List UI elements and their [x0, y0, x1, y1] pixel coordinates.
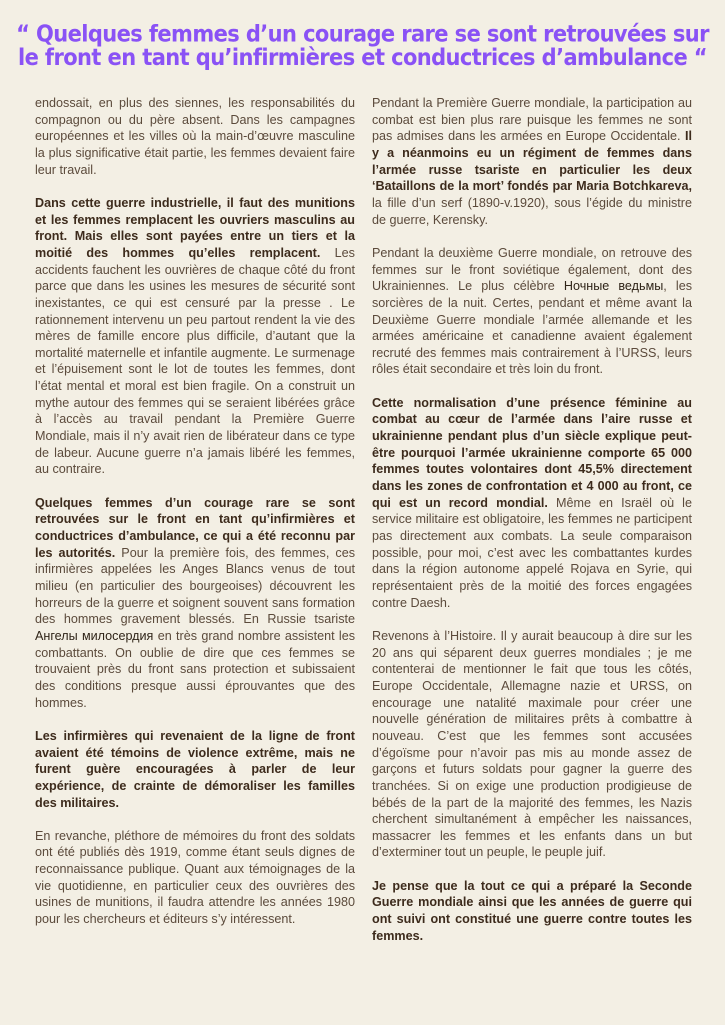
paragraph-text: Pendant la Première Guerre mondiale, la participation au combat est bien plus rare puisque les femmes ne sont pas admises dans les armées en Europe Occidentale.: [372, 96, 692, 144]
bold-emphasis: Les infirmières qui revenaient de la ligne de front avaient été témoins de violence extrême, mais ne furent guère encouragées à parler de leur expérience, de crainte de démoraliser les familles des militaires.: [35, 728, 355, 810]
paragraph-text: , les sorcières de la nuit. Certes, pendant et même avant la Deuxième Guerre mondiale l’armée allemande et les armées américaine et canadienne avaient également recruté des femmes mais contrairement à l’URSS, leurs rôles était secondaire et très loin du front.: [372, 279, 692, 377]
paragraph-text: Pour la première fois, des femmes, ces infirmières appelées les Anges Blancs venus de tout milieu (en particulier des bourgeoises) découvrent les horreurs de la guerre et soignent souvent sans formation des hommes gravement blessés. En Russie tsariste: [35, 545, 355, 627]
bold-emphasis: Il y a néanmoins eu un régiment de femmes dans l’armée russe tsariste en particulier les deux ‘Bataillons de la mort’ fondés par Maria Botchkareva,: [372, 129, 692, 194]
pull-quote-title: [0, 22, 725, 70]
paragraph-text: en très grand nombre assistent les combattants. On oublie de dire que ces femmes se trouvaient près du front sans protection et subissaient des conditions presque aussi éprouvantes que des hommes.: [35, 628, 355, 710]
paragraph-text: endossait, en plus des siennes, les responsabilités du compagnon ou du père absent. Dans les campagnes européennes et les villes où la main-d’œuvre masculine la plus significative était partie, les femmes devaient faire leur travail.: [35, 96, 355, 177]
bold-emphasis: Cette normalisation d’une présence féminine au combat au cœur de l’armée dans l’aire russe et ukrainienne pendant plus d’un siècle explique peut-être pourquoi l’armée ukrainienne comporte 65 000 femmes toutes volontaires dont 45,5% directement dans les zones de confrontation et 4 000 au front, ce qui est un record mondial.: [372, 395, 692, 510]
left-column: [35, 95, 355, 944]
bold-emphasis: Je pense que la tout ce qui a préparé la Seconde Guerre mondiale ainsi que les années de guerre qui ont suivi ont constitué une guerre contre toutes les femmes.: [372, 878, 692, 943]
paragraph-left-5: [35, 828, 355, 928]
bold-emphasis: Quelques femmes d’un courage rare se sont retrouvées sur le front en tant qu’infirmières et conductrices d’ambulance, ce qui a été reconnu par les autorités.: [35, 495, 355, 560]
paragraph-left-1: [35, 95, 355, 178]
paragraph-right-4: [372, 628, 692, 861]
bold-emphasis: Dans cette guerre industrielle, il faut des munitions et les femmes remplacent les ouvriers masculins au front. Mais elles sont payées entre un tiers et la moitié des hommes qu’elles remplacent.: [35, 195, 355, 260]
paragraph-right-2: [372, 245, 692, 378]
title-line-1: “ Quelques femmes d’un courage rare se sont retrouvées sur: [16, 20, 709, 47]
paragraph-text: En revanche, pléthore de mémoires du front des soldats ont été publiés dès 1919, comme étant seuls dignes de reconnaissance publique. Quant aux témoignages de la vie quotidienne, en particulier ceux des ouvrières des usines de munitions, il faudra attendre les années 1980 pour les chercheurs et éditeurs s’y intéressent.: [35, 828, 355, 927]
paragraph-right-1: [372, 95, 692, 228]
paragraph-left-2: [35, 195, 355, 478]
cyrillic-term: Ангелы милосердия: [35, 628, 154, 643]
right-column: [372, 95, 692, 961]
paragraph-text: Pendant la deuxième Guerre mondiale, on retrouve des femmes sur le front soviétique également, dont des Ukrainiennes. Le plus célèbre: [372, 245, 692, 294]
paragraph-right-3: [372, 395, 692, 612]
paragraph-left-4: [35, 728, 355, 811]
cyrillic-term: Ночные ведьмы: [563, 279, 664, 294]
paragraph-left-3: [35, 495, 355, 712]
paragraph-text: Même en Israël où le service militaire est obligatoire, les femmes ne participent pas directement aux combats. La seule comparaison possible, pour moi, c’est avec les combattantes kurdes dans la région autonome appelé Rojava en Syrie, qui représentaient près de la moitié des forces engagées contre Daesh.: [372, 495, 692, 610]
paragraph-text: Revenons à l’Histoire. Il y aurait beaucoup à dire sur les 20 ans qui séparent deux guerres mondiales ; je me contenterai de mentionner le fait que tous les côtés, Europe Occidentale, Allemagne nazie et URSS, on encourage une natalité maximale pour créer une nouvelle génération de militaires prêts à combattre à nouveau. C’est que les femmes sont accusées d’égoïsme pour n’avoir pas mis au monde assez de garçons et futurs soldats pour gagner la guerre des tranchées. Si on exige une production prodigieuse de bébés de la part de la majorité des femmes, les Nazis cherchent simultanément à empêcher les naissances, massacrer les femmes et les enfants dans un but d’exterminer tout un peuple, le peuple juif.: [372, 628, 692, 860]
paragraph-text: Les accidents fauchent les ouvrières de chaque côté du front parce que dans les usines les mesures de sécurité sont inexistantes, ce qui est censuré par la presse . Le rationnement intervenu un peu partout rendent la vie des mères de famille encore plus difficile, d’autant que la mortalité maternelle et infantile augmente. Le surmenage et l’épuisement sont le lot de toutes les femmes, dont l’état mental et moral est bien fragile. On a construit un mythe autour des femmes qui se seraient libérées grâce à l’accès au travail pendant la Première Guerre Mondiale, mais il n’y avait rien de libérateur dans ce type de labeur. Aucune guerre n’a jamais libéré les femmes, au contraire.: [35, 245, 355, 477]
title-line-2: le front en tant qu’infirmières et conductrices d’ambulance “: [17, 44, 708, 71]
paragraph-right-5: [372, 878, 692, 945]
paragraph-text: la fille d’un serf (1890-v.1920), sous l’égide du ministre de guerre, Kerensky.: [372, 195, 692, 227]
